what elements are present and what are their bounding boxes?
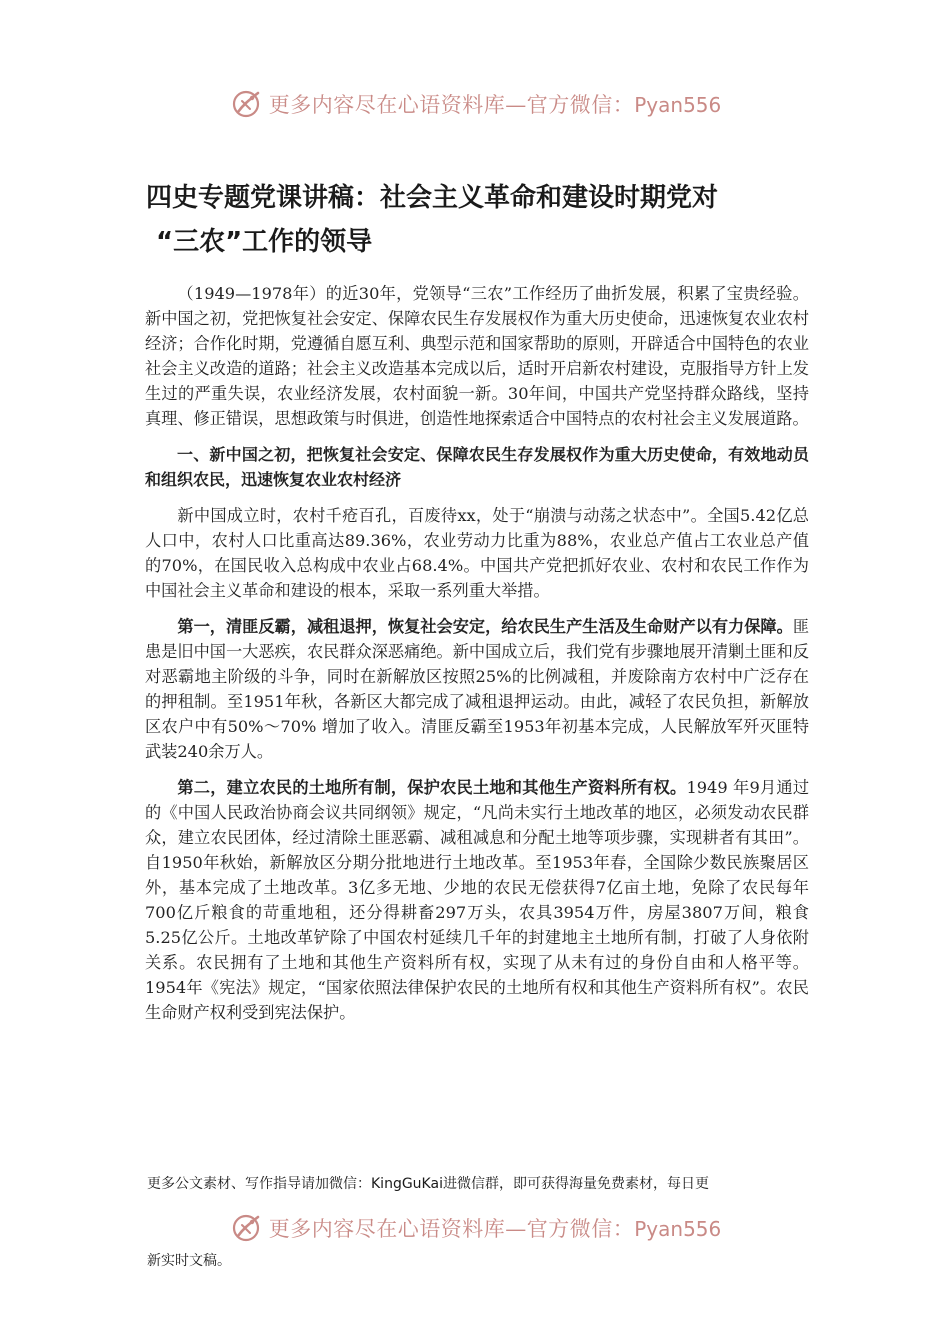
- paragraph-background: 新中国成立时，农村千疮百孔，百废待xx，处于“崩溃与动荡之状态中”。全国5.42亿总人口中，农村人口比重高达89.36%，农业劳动力比重为88%，农业总产值占工农业总产值的70%，在国民收入总构成中农业占68.4%。中国共产党把抓好农业、农村和农民工作作为中国社会主义革命和建设的根本，采取一系列重大举措。: [145, 506, 809, 600]
- watermark-slogan: 更多内容尽在心语资料库—官方微信：: [268, 1217, 635, 1241]
- watermark-wechat-id: Pyan556: [634, 93, 722, 117]
- footer-note-line-1: 更多公文素材、写作指导请加微信：KingGuKai进微信群，即可获得海量免费素材，每日更: [147, 1176, 709, 1192]
- footer-note-line-2: 新实时文稿。: [147, 1253, 231, 1269]
- point-2-text: 1949 年9月通过的《中国人民政治协商会议共同纲领》规定，“凡尚未实行土地改革的地区，必须发动农民群众，建立农民团体，经过清除土匪恶霸、减租减息和分配土地等项步骤，实现耕者有其田”。自1950年秋始，新解放区分期分批地进行土地改革。至1953年春，全国除少数民族聚居区外，基本完成了土地改革。3亿多无地、少地的农民无偿获得7亿亩土地，免除了农民每年700亿斤粮食的苛重地租，还分得耕畜297万头，农具3954万件，房屋3807万间，粮食5.25亿公斤。土地改革铲除了中国农村延续几千年的封建地主土地所有制，打破了人身依附关系。农民拥有了土地和其他生产资料所有权，实现了从未有过的身份自由和人格平等。1954年《宪法》规定，“国家依照法律保护农民的土地所有权和其他生产资料所有权”。农民生命财产权利受到宪法保护。: [145, 778, 810, 1022]
- watermark-banner-top: [0, 84, 950, 124]
- watermark-text: [269, 89, 722, 119]
- watermark-slogan: 更多内容尽在心语资料库—官方微信：: [268, 93, 635, 117]
- title-line-2: “三农”工作的领导: [156, 227, 373, 257]
- point-1-lead: 第一，清匪反霸，减租退押，恢复社会安定，给农民生产生活及生命财产以有力保障。: [177, 617, 793, 636]
- section-heading-1: 一、新中国之初，把恢复社会安定、保障农民生存发展权作为重大历史使命，有效地动员和组织农民，迅速恢复农业农村经济: [145, 445, 809, 489]
- watermark-text: [269, 1213, 722, 1243]
- title-line-1: 四史专题党课讲稿：社会主义革命和建设时期党对: [146, 183, 719, 213]
- brand-logo-icon: [229, 1211, 263, 1245]
- document-body: [145, 281, 809, 1036]
- watermark-banner-bottom: [0, 1208, 950, 1248]
- intro-paragraph: （1949—1978年）的近30年，党领导“三农”工作经历了曲折发展，积累了宝贵经验。新中国之初，党把恢复社会安定、保障农民生存发展权作为重大历史使命，迅速恢复农业农村经济；合作化时期，党遵循自愿互利、典型示范和国家帮助的原则，开辟适合中国特色的农业社会主义改造的道路；社会主义改造基本完成以后，适时开启新农村建设，克服指导方针上发生过的严重失误，农业经济发展，农村面貌一新。30年间，中国共产党坚持群众路线，坚持真理、修正错误，思想政策与时俱进，创造性地探索适合中国特点的农村社会主义发展道路。: [145, 284, 809, 428]
- document-title: [146, 176, 836, 264]
- paragraph-point-2: [145, 775, 809, 1025]
- brand-logo-icon: [229, 87, 263, 121]
- paragraph-point-1: [145, 614, 809, 764]
- watermark-wechat-id: Pyan556: [634, 1217, 722, 1241]
- point-2-lead: 第二，建立农民的土地所有制，保护农民土地和其他生产资料所有权。: [177, 778, 687, 797]
- point-1-text: 匪患是旧中国一大恶疾，农民群众深恶痛绝。新中国成立后，我们党有步骤地展开清剿土匪和反对恶霸地主阶级的斗争，同时在新解放区按照25%的比例减租，并废除南方农村中广泛存在的押租制。至1951年秋，各新区大都完成了减租退押运动。由此，减轻了农民负担，新解放区农户中有50%～70% 增加了收入。清匪反霸至1953年初基本完成，人民解放军歼灭匪特武装240余万人。: [145, 617, 809, 761]
